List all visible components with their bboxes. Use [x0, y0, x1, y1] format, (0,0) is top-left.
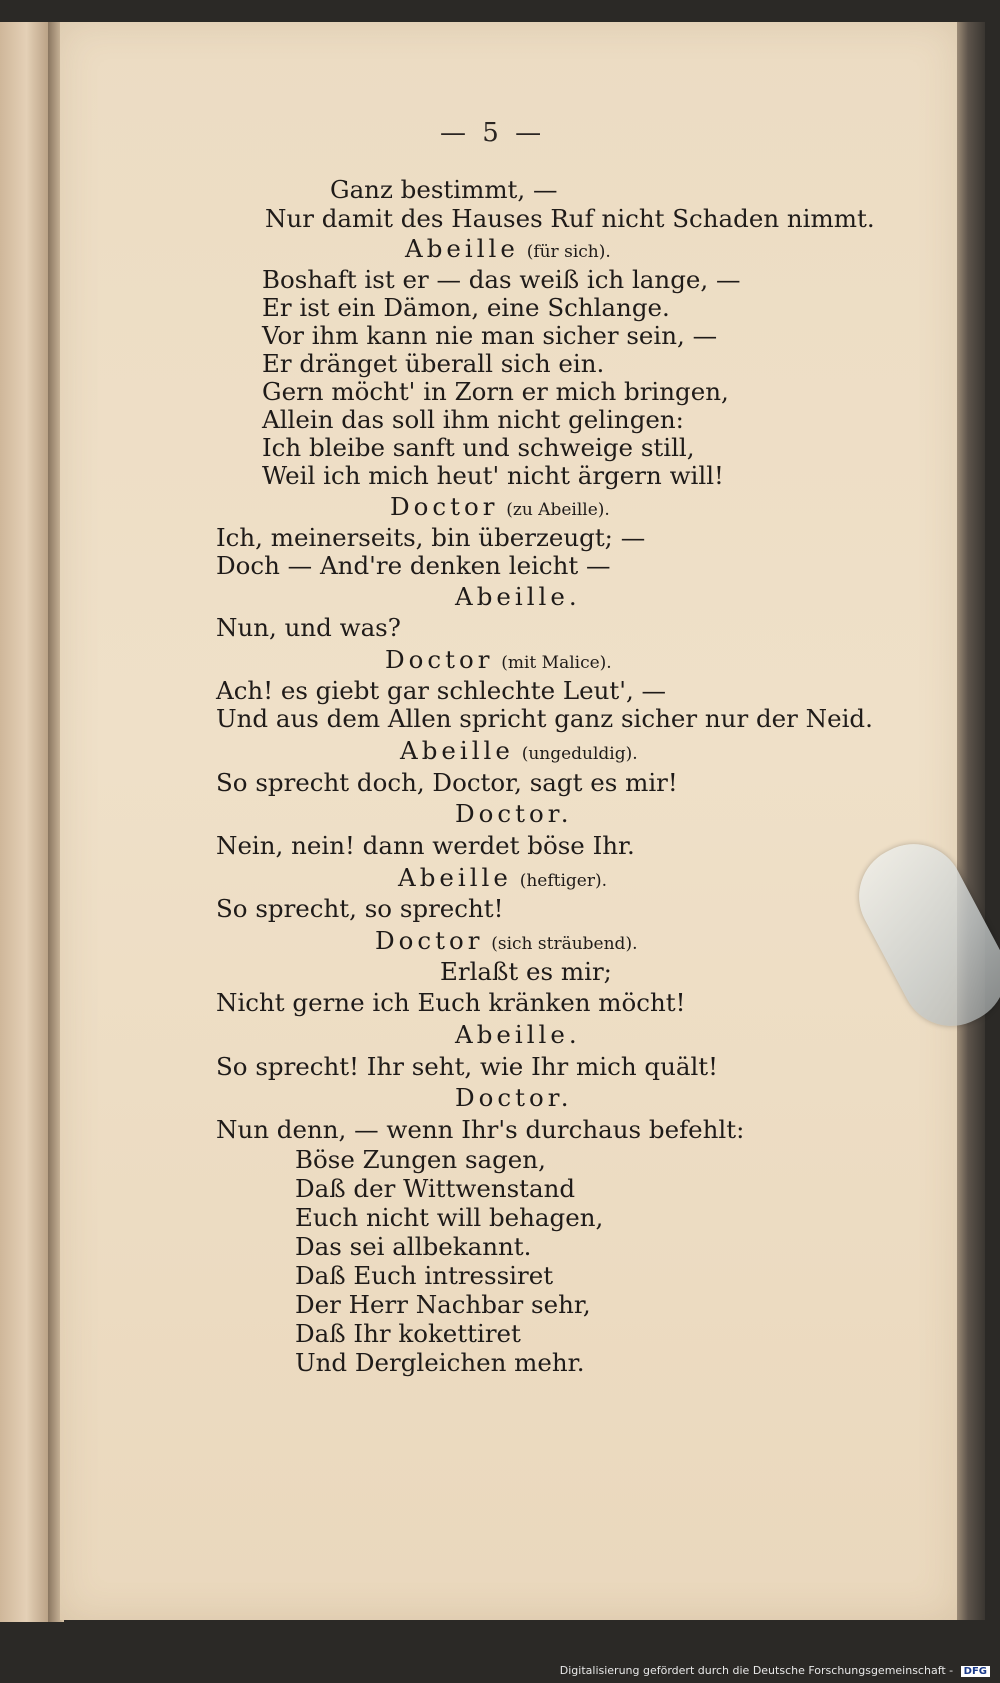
stage-direction: (zu Abeille).	[506, 500, 610, 520]
verse-line: Erlaßt es mir;	[440, 957, 612, 986]
verse-line: So sprecht, so sprecht!	[216, 894, 504, 923]
speaker-heading	[455, 1083, 573, 1112]
verse-line: Und aus dem Allen spricht ganz sicher nur der Neid.	[216, 704, 873, 733]
verse-line: So sprecht! Ihr seht, wie Ihr mich quält!	[216, 1052, 718, 1081]
verse-line: Nur damit des Hauses Ruf nicht Schaden nimmt.	[265, 204, 875, 233]
verse-line: Nein, nein! dann werdet böse Ihr.	[216, 831, 635, 860]
speaker-name: Doctor	[375, 926, 484, 955]
stage-direction: (sich sträubend).	[491, 934, 638, 954]
verse-line: Euch nicht will behagen,	[295, 1203, 604, 1232]
verse-line: So sprecht doch, Doctor, sagt es mir!	[216, 768, 678, 797]
stage-direction: (ungeduldig).	[521, 744, 638, 764]
verse-line: Daß Euch intressiret	[295, 1261, 554, 1290]
speaker-heading	[390, 492, 610, 521]
verse-line: Ganz bestimmt, —	[330, 175, 558, 204]
speaker-heading	[375, 926, 638, 955]
verse-line: Böse Zungen sagen,	[295, 1145, 546, 1174]
speaker-name: Doctor.	[455, 1083, 573, 1112]
verse-line: Ich, meinerseits, bin überzeugt; —	[216, 523, 646, 552]
verse-line: Gern möcht' in Zorn er mich bringen,	[262, 377, 729, 406]
verse-line: Und Dergleichen mehr.	[295, 1348, 585, 1377]
verse-line: Daß Ihr kokettiret	[295, 1319, 521, 1348]
speaker-name: Doctor.	[455, 799, 573, 828]
speaker-heading	[455, 582, 581, 611]
footer-credit-text: Digitalisierung gefördert durch die Deutsche Forschungsgemeinschaft -	[559, 1664, 954, 1677]
speaker-heading	[398, 863, 607, 892]
verse-line: Vor ihm kann nie man sicher sein, —	[262, 321, 718, 350]
speaker-heading	[455, 1020, 581, 1049]
stage-direction: (heftiger).	[519, 871, 607, 891]
stage-direction: (mit Malice).	[501, 653, 612, 673]
verse-line: Ach! es giebt gar schlechte Leut', —	[216, 676, 667, 705]
facing-page	[0, 22, 48, 1622]
speaker-name: Abeille	[400, 736, 514, 765]
stage-direction: (für sich).	[526, 242, 611, 262]
verse-line: Boshaft ist er — das weiß ich lange, —	[262, 265, 741, 294]
verse-line: Nicht gerne ich Euch kränken möcht!	[216, 988, 686, 1017]
verse-line: Der Herr Nachbar sehr,	[295, 1290, 591, 1319]
speaker-name: Abeille	[398, 863, 512, 892]
verse-line: Nun denn, — wenn Ihr's durchaus befehlt:	[216, 1115, 745, 1144]
speaker-name: Abeille.	[455, 582, 581, 611]
dfg-logo: DFG	[961, 1666, 990, 1677]
verse-line: Ich bleibe sanft und schweige still,	[262, 433, 695, 462]
verse-line: Das sei allbekannt.	[295, 1232, 532, 1261]
speaker-name: Abeille	[405, 234, 519, 263]
verse-line: Nun, und was?	[216, 613, 401, 642]
speaker-name: Abeille.	[455, 1020, 581, 1049]
page-edge	[957, 22, 985, 1620]
speaker-heading	[405, 234, 611, 263]
verse-line: Doch — And're denken leicht —	[216, 551, 611, 580]
speaker-heading	[455, 799, 573, 828]
speaker-name: Doctor	[385, 645, 494, 674]
footer-credit	[560, 1664, 990, 1677]
speaker-heading	[385, 645, 612, 674]
page-number: — 5 —	[440, 118, 546, 148]
verse-line: Weil ich mich heut' nicht ärgern will!	[262, 461, 724, 490]
speaker-name: Doctor	[390, 492, 499, 521]
verse-line: Allein das soll ihm nicht gelingen:	[262, 405, 684, 434]
speaker-heading	[400, 736, 638, 765]
verse-line: Er dränget überall sich ein.	[262, 349, 605, 378]
verse-line: Daß der Wittwenstand	[295, 1174, 576, 1203]
verse-line: Er ist ein Dämon, eine Schlange.	[262, 293, 670, 322]
